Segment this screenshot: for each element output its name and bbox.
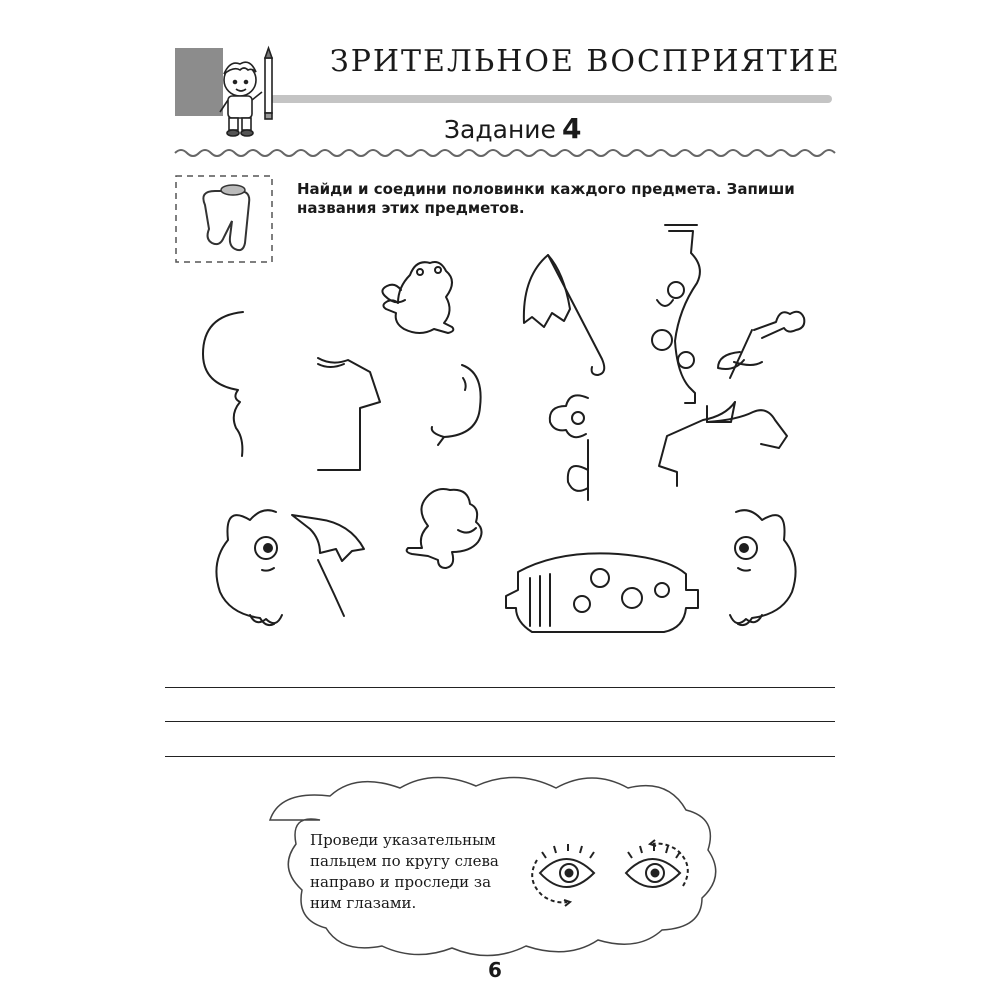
answer-line-3[interactable] — [165, 756, 835, 757]
balloon-right-half — [432, 365, 481, 445]
flower-right-half — [718, 312, 804, 378]
vase-right-half — [652, 225, 700, 403]
answer-line-1[interactable] — [165, 687, 835, 688]
vase-bottom-half — [506, 553, 698, 632]
frog-top-half — [382, 262, 453, 333]
task-number: 4 — [561, 112, 582, 145]
owl-left-half — [216, 510, 282, 625]
page-number: 6 — [488, 958, 502, 982]
frog-bottom-half — [407, 489, 482, 568]
wavy-divider — [175, 150, 835, 156]
umbrella-top-half — [524, 255, 604, 375]
balloon-left-half — [203, 312, 243, 456]
answer-line-2[interactable] — [165, 721, 835, 722]
task-title — [444, 112, 581, 145]
header-tab-block — [175, 48, 223, 116]
header-title: ЗРИТЕЛЬНОЕ ВОСПРИЯТИЕ — [330, 44, 841, 79]
task-instruction: Найди и соедини половинки каждого предмета. Запиши названия этих предметов. — [297, 180, 795, 217]
pointing-hand-icon — [176, 176, 272, 262]
cloud-exercise-text: Проведи указательным пальцем по кругу слева направо и проследи за ним глазами. — [310, 831, 499, 912]
boy-with-pencil-icon — [220, 48, 272, 136]
owl-right-half — [730, 510, 796, 625]
tshirt-left-half — [659, 402, 787, 486]
task-label: Задание — [444, 115, 556, 144]
tshirt-right-half — [318, 358, 380, 470]
umbrella-bottom-half — [292, 515, 364, 616]
flower-left-half — [550, 395, 588, 500]
header-underline-bar — [270, 95, 832, 103]
